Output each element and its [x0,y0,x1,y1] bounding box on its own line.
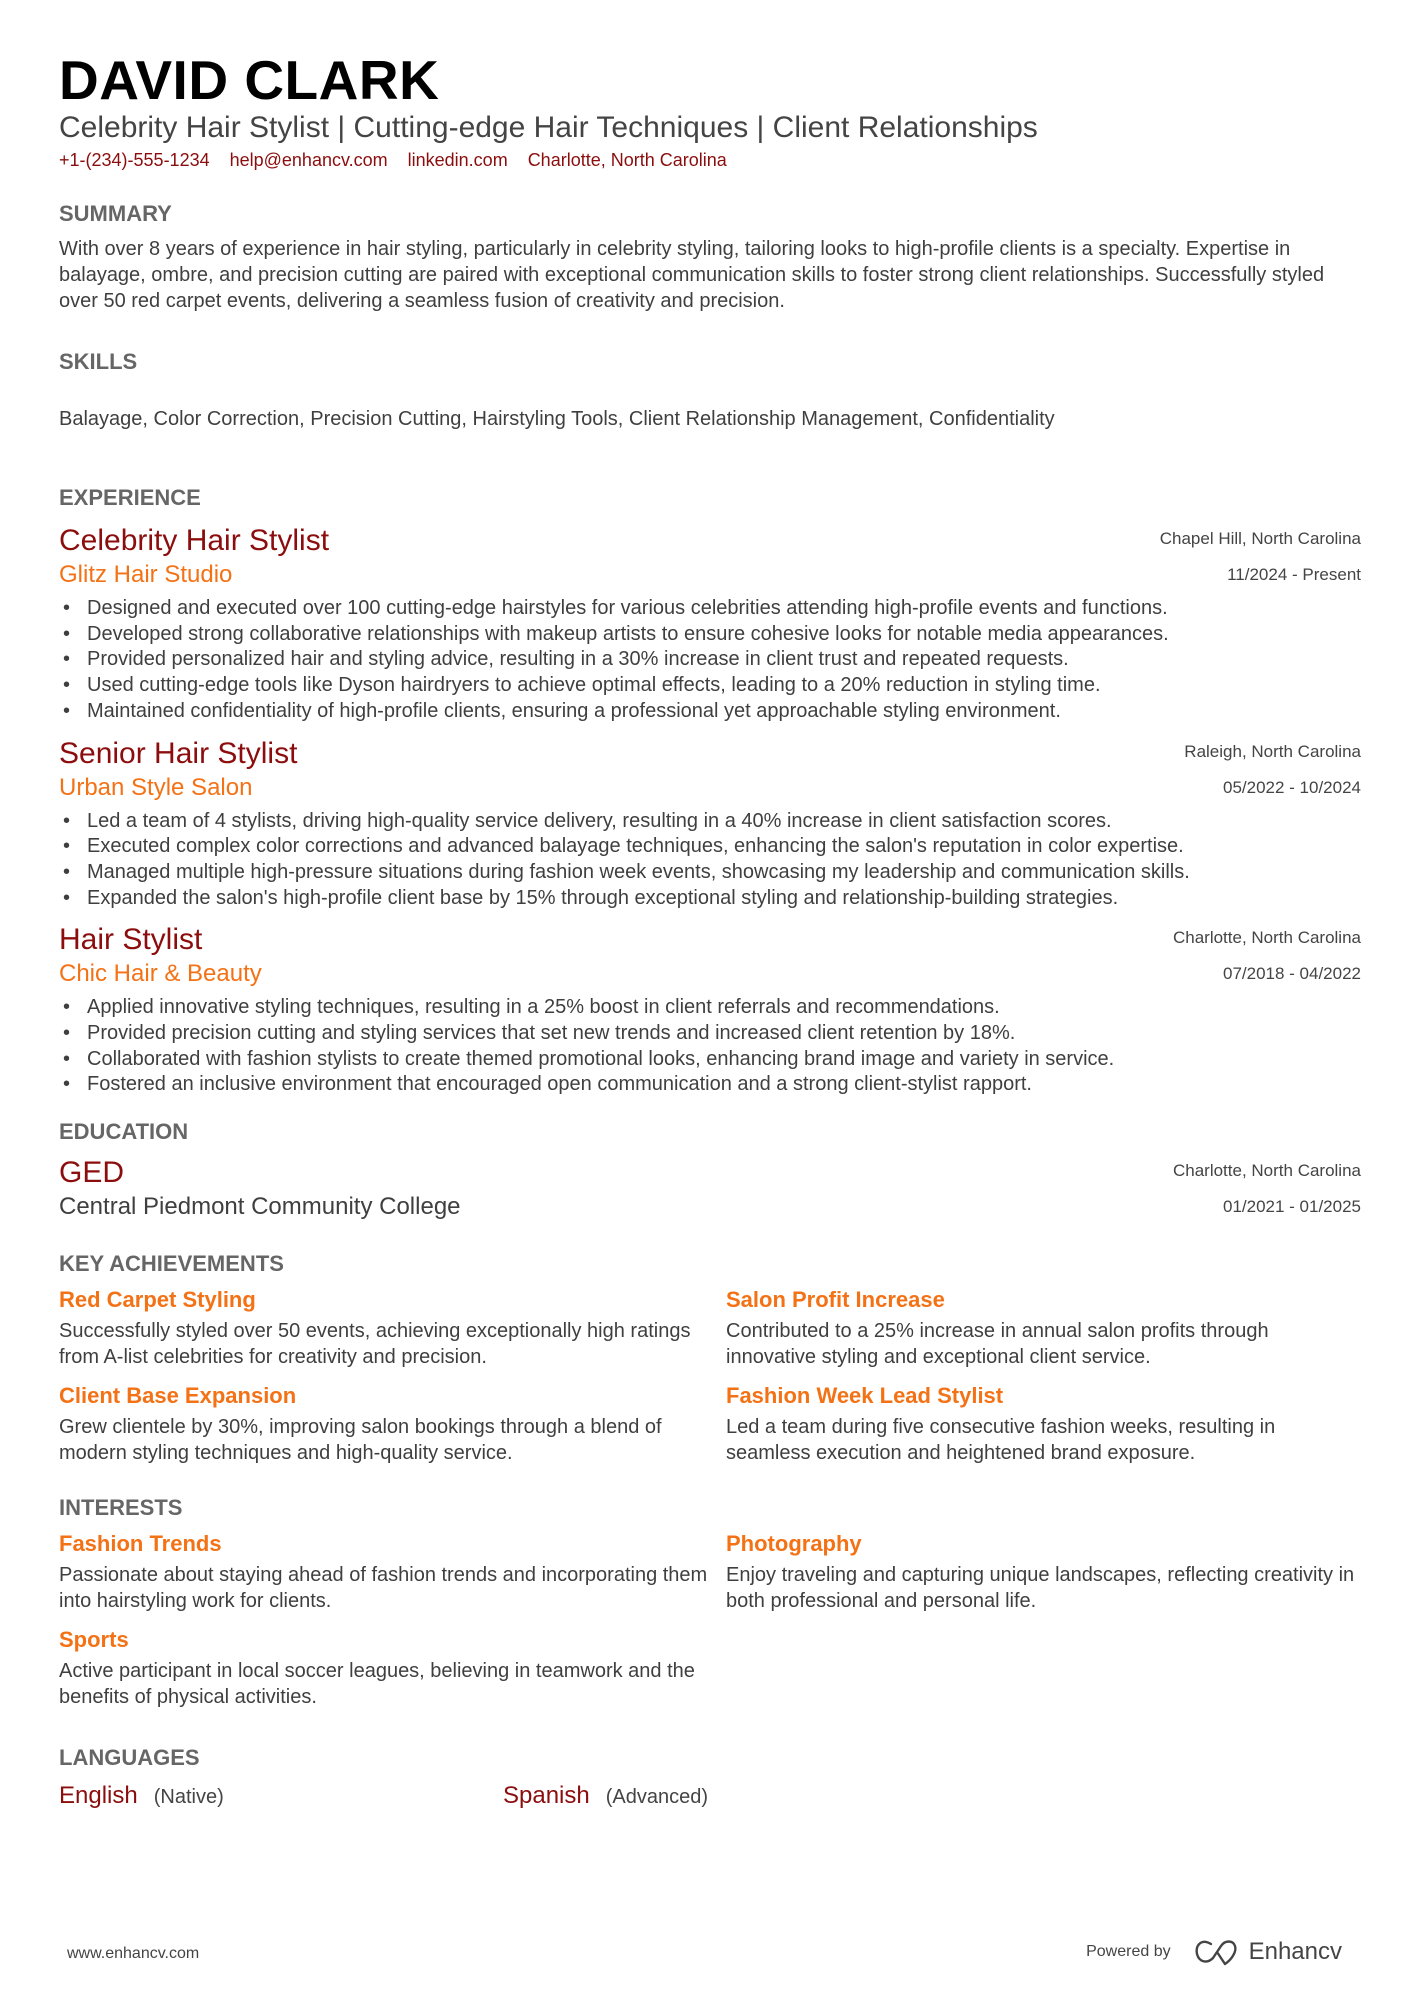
job-bullet: • Led a team of 4 stylists, driving high-quality service delivery, resulting in a 40% increase in client satisfaction scores. [59,809,1361,835]
section-heading: SUMMARY [59,201,172,226]
enhancv-logo-icon [1193,1938,1239,1966]
job-bullet: • Applied innovative styling techniques, resulting in a 25% boost in client referrals and recommendations. [59,995,1361,1021]
achievement-text: Contributed to a 25% increase in annual salon profits through innovative styling and exceptional client service. [726,1320,1269,1369]
job-bullets [59,995,1361,1098]
achievement-item [59,1284,726,1370]
language-level: (Native) [153,1786,224,1809]
resume-header [59,48,1361,172]
interest-item [726,1528,1361,1614]
job-bullet: • Collaborated with fashion stylists to create themed promotional looks, enhancing brand image and variety in service. [59,1047,1361,1073]
job-entry [59,735,1361,912]
job-title: Celebrity Hair Stylist [59,524,330,557]
job-bullet: • Maintained confidentiality of high-profile clients, ensuring a professional yet approachable styling environment. [59,699,1361,725]
language-name: Spanish [503,1782,590,1810]
job-dates: 11/2024 - Present [1227,565,1361,584]
resume-page [59,48,1361,1812]
interest-text: Passionate about staying ahead of fashion trends and incorporating them into hairstyling work for clients. [59,1564,708,1613]
summary-section [59,200,1361,314]
interests-section [59,1494,1361,1710]
job-company: Glitz Hair Studio [59,561,233,588]
achievement-title: Fashion Week Lead Stylist [726,1383,1004,1409]
section-heading: EDUCATION [59,1119,189,1145]
section-heading: SKILLS [59,349,138,374]
achievement-item [59,1380,726,1466]
experience-section [59,484,1361,1098]
achievement-text: Led a team during five consecutive fashion weeks, resulting in seamless execution and heightened brand exposure. [726,1416,1276,1465]
language-item [503,1780,947,1812]
interest-text: Active participant in local soccer leagues, believing in teamwork and the benefits of physical activities. [59,1660,695,1709]
interest-text: Enjoy traveling and capturing unique landscapes, reflecting creativity in both professional and personal life. [726,1564,1355,1613]
achievement-item [726,1380,1361,1466]
job-title: Hair Stylist [59,923,203,957]
job-location: Raleigh, North Carolina [1184,741,1361,761]
job-bullet: • Expanded the salon's high-profile client base by 15% through exceptional styling and relationship-building strategies. [59,886,1361,912]
job-bullet: • Executed complex color corrections and advanced balayage techniques, enhancing the salon's reputation in color expertise. [59,834,1361,860]
job-company: Urban Style Salon [59,773,253,801]
job-entry [59,522,1361,725]
section-heading: EXPERIENCE [59,485,201,510]
education-school: Central Piedmont Community College [59,1193,461,1221]
job-company: Chic Hair & Beauty [59,960,262,988]
languages-section [59,1744,1361,1812]
interest-title: Sports [59,1627,129,1653]
job-bullet: • Provided precision cutting and styling services that set new trends and increased client retention by 18%. [59,1021,1361,1047]
job-bullet: • Designed and executed over 100 cutting-edge hairstyles for various celebrities attending high-profile events and functions. [59,596,1361,622]
contact-linkedin[interactable]: linkedin.com [407,150,508,170]
key-achievements-section [59,1250,1361,1466]
education-location: Charlotte, North Carolina [1172,1161,1361,1181]
job-dates: 07/2018 - 04/2022 [1222,964,1361,984]
achievement-text: Successfully styled over 50 events, achieving exceptionally high ratings from A-list celebrities for creativity and precision. [59,1320,691,1369]
interest-item [59,1624,726,1710]
job-bullet: • Developed strong collaborative relationships with makeup artists to ensure cohesive looks for notable media appearances. [59,622,1361,648]
section-heading: LANGUAGES [59,1745,200,1771]
job-bullet: • Managed multiple high-pressure situations during fashion week events, showcasing my leadership and communication skills. [59,860,1361,886]
education-section [59,1118,1361,1222]
candidate-name: DAVID CLARK [59,49,440,111]
contact-email[interactable]: help@enhancv.com [229,150,388,170]
section-heading: INTERESTS [59,1495,183,1521]
interest-item [59,1528,726,1614]
interest-title: Fashion Trends [59,1531,222,1557]
education-degree: GED [59,1156,125,1190]
achievement-item [726,1284,1361,1370]
skills-list: Balayage, Color Correction, Precision Cutting, Hairstyling Tools, Client Relationship Management, Confidentiality [59,408,1055,430]
interest-title: Photography [726,1531,862,1557]
footer-website-link[interactable]: www.enhancv.com [67,1945,200,1962]
job-dates: 05/2022 - 10/2024 [1222,777,1361,797]
contact-phone[interactable]: +1-(234)-555-1234 [59,150,210,170]
powered-by-label: Powered by [1086,1943,1171,1960]
contact-location: Charlotte, North Carolina [527,150,727,170]
job-location: Charlotte, North Carolina [1172,928,1361,948]
footer-branding [1086,1938,1342,1966]
job-title: Senior Hair Stylist [59,736,298,770]
job-bullets [59,809,1361,912]
section-heading: KEY ACHIEVEMENTS [59,1251,284,1277]
education-dates: 01/2021 - 01/2025 [1222,1197,1361,1217]
language-item [59,1780,503,1812]
achievement-title: Salon Profit Increase [726,1287,945,1313]
achievement-text: Grew clientele by 30%, improving salon bookings through a blend of modern styling techniques and high-quality service. [59,1416,662,1465]
job-entry [59,921,1361,1098]
candidate-headline: Celebrity Hair Stylist | Cutting-edge Hair Techniques | Client Relationships [59,111,1038,144]
language-name: English [59,1782,138,1810]
enhancv-brand-name: Enhancv [1248,1938,1342,1965]
contact-info [59,148,1361,172]
skills-section [59,348,1361,432]
job-location: Chapel Hill, North Carolina [1159,529,1361,548]
enhancv-logo[interactable] [1193,1938,1342,1966]
achievement-title: Client Base Expansion [59,1383,297,1409]
language-level: (Advanced) [605,1786,709,1809]
job-bullet: • Used cutting-edge tools like Dyson hairdryers to achieve optimal effects, leading to a 20% reduction in styling time. [59,673,1361,699]
job-bullet: • Fostered an inclusive environment that encouraged open communication and a strong client-stylist rapport. [59,1072,1361,1098]
job-bullet: • Provided personalized hair and styling advice, resulting in a 30% increase in client trust and repeated requests. [59,647,1361,673]
summary-text: With over 8 years of experience in hair styling, particularly in celebrity styling, tailoring looks to high-profile clients is a specialty. Expertise in balayage, ombre, and precision cutting are paired with exceptional communication skills to foster strong client relationships. Successfully styled over 50 red carpet events, delivering a seamless fusion of creativity and precision. [59,238,1325,312]
achievement-title: Red Carpet Styling [59,1287,256,1313]
job-bullets [59,596,1361,725]
